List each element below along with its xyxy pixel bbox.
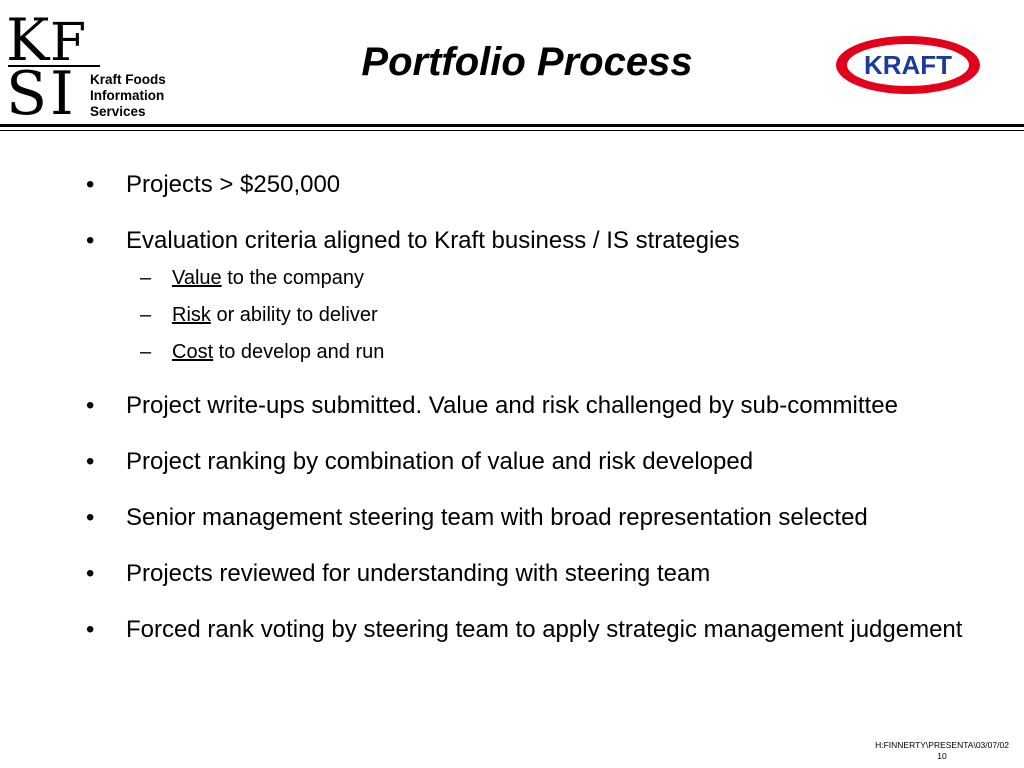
- bullet-text: Projects > $250,000: [126, 171, 341, 198]
- kraft-logo-text: KRAFT: [863, 50, 953, 80]
- bullet-marker: •: [86, 504, 95, 531]
- kfis-letter-f: F: [50, 13, 87, 73]
- header-rule-thin: [0, 130, 1024, 131]
- footer-reference: [872, 740, 1012, 762]
- bullet-text: Projects reviewed for understanding with steering team: [126, 560, 711, 587]
- kfis-subtitle-line: Kraft Foods: [90, 72, 166, 87]
- dash-marker: –: [140, 267, 152, 289]
- header-rule: [0, 124, 1024, 127]
- sub-list: [126, 260, 966, 371]
- sub-item: [126, 297, 966, 334]
- bullet-item: [86, 389, 966, 423]
- bullet-item: [86, 445, 966, 479]
- kfis-letter-s: S: [6, 59, 48, 120]
- bullet-text: Senior management steering team with broad representation selected: [126, 504, 868, 531]
- sub-item-text: to the company: [221, 267, 364, 289]
- sub-item: [126, 260, 966, 297]
- bullet-item: [86, 613, 966, 647]
- sub-item-key: Cost: [172, 341, 214, 363]
- sub-item-text: to develop and run: [213, 341, 385, 363]
- sub-item: [126, 334, 966, 371]
- footer-page-number: 10: [937, 751, 947, 761]
- bullet-marker: •: [86, 616, 95, 643]
- bullet-item: [86, 501, 966, 535]
- bullet-marker: •: [86, 227, 95, 254]
- bullet-text: Forced rank voting by steering team to apply strategic management judgement: [126, 616, 963, 643]
- sub-item-key: Value: [172, 267, 222, 289]
- kraft-logo: [834, 34, 982, 96]
- footer-path: H:FINNERTY\PRESENTA\03/07/02: [875, 740, 1009, 750]
- bullet-marker: •: [86, 560, 95, 587]
- bullet-marker: •: [86, 171, 95, 198]
- sub-item-text: or ability to deliver: [210, 304, 378, 326]
- bullet-item: [86, 168, 966, 202]
- bullet-list: [86, 168, 966, 669]
- page-title: Portfolio Process: [361, 40, 693, 84]
- bullet-text: Project ranking by combination of value and risk developed: [126, 448, 754, 475]
- bullet-item: [86, 224, 966, 371]
- kfis-letter-i: I: [50, 59, 74, 120]
- kfis-subtitle-line: Information: [90, 88, 165, 103]
- bullet-text: Evaluation criteria aligned to Kraft business / IS strategies: [126, 227, 740, 254]
- bullet-text: Project write-ups submitted. Value and risk challenged by sub-committee: [126, 392, 898, 419]
- bullet-marker: •: [86, 392, 95, 419]
- bullet-marker: •: [86, 448, 95, 475]
- kfis-subtitle-line: Services: [90, 104, 146, 119]
- dash-marker: –: [140, 304, 152, 326]
- dash-marker: –: [140, 341, 152, 363]
- sub-item-key: Risk: [172, 304, 211, 326]
- bullet-item: [86, 557, 966, 591]
- kfis-letter-k: K: [6, 8, 50, 74]
